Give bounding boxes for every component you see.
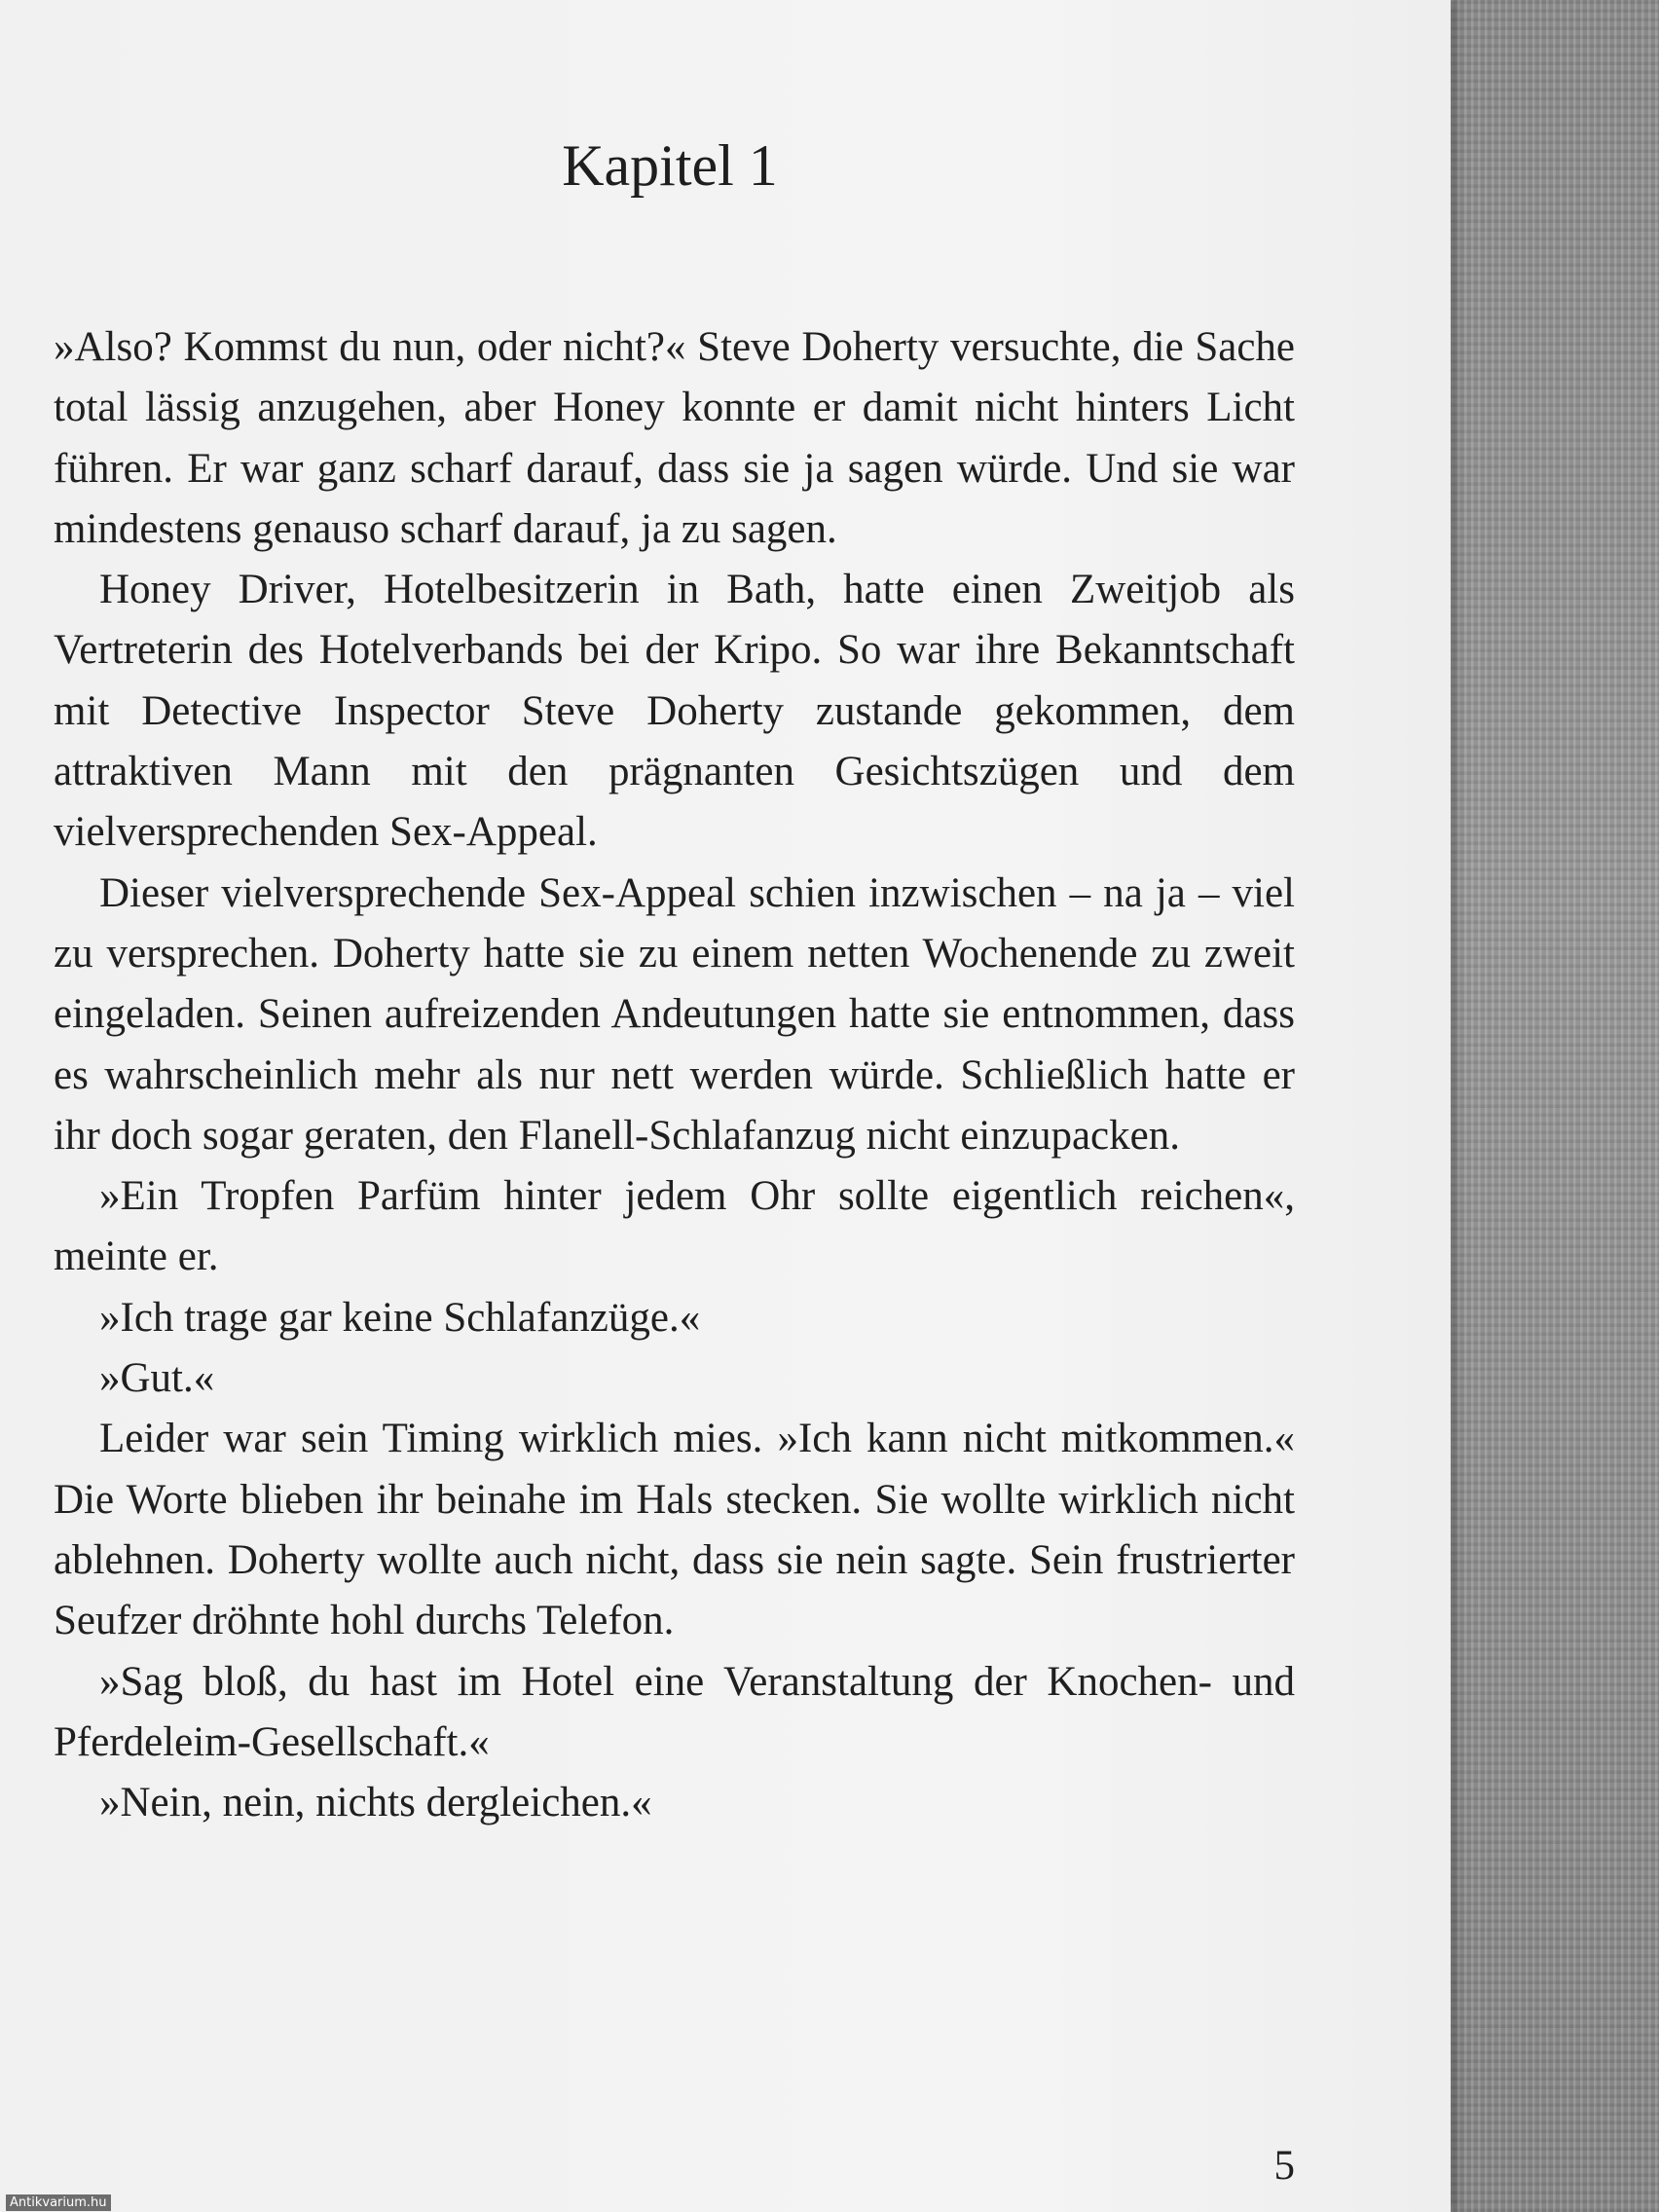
paragraph: »Ein Tropfen Parfüm hinter jedem Ohr sollte eigentlich reichen«, meinte er. (54, 1173, 1295, 1280)
paragraph: »Sag bloß, du hast im Hotel eine Veranstaltung der Knochen- und Pferdeleim-Gesellschaft.« (54, 1658, 1295, 1765)
paragraph: »Nein, nein, nichts dergleichen.« (99, 1780, 652, 1826)
background-surface (1451, 0, 1659, 2212)
chapter-title: Kapitel 1 (562, 133, 778, 198)
paragraph: »Ich trage gar keine Schlafanzüge.« (99, 1294, 701, 1341)
paragraph: Leider war sein Timing wirklich mies. »Ich kann nicht mitkommen.« Die Worte blieben ihr beinahe im Hals stecken. Sie wollte wirklich nicht ablehnen. Doherty wollte auch nicht, dass sie nein sagte. Sein frustrierter Seufzer dröhnte hohl durchs Telefon. (54, 1416, 1295, 1644)
paragraph: Honey Driver, Hotelbesitzerin in Bath, hatte einen Zweitjob als Vertreterin des Hotelverbands bei der Kripo. So war ihre Bekanntschaft mit Detective Inspector Steve Doherty zustande gekommen, dem attraktiven Mann mit den prägnanten Gesichtszügen und dem vielversprechenden Sex-Appeal. (54, 567, 1295, 856)
paragraph: »Also? Kommst du nun, oder nicht?« Steve Doherty versuchte, die Sache total lässig anzugehen, aber Honey konnte er damit nicht hinters Licht führen. Er war ganz scharf darauf, dass sie ja sagen würde. Und sie war mindestens genauso scharf darauf, ja zu sagen. (54, 324, 1295, 552)
body-text (54, 317, 1295, 1833)
paragraph: Dieser vielversprechende Sex-Appeal schien inzwischen – na ja – viel zu versprechen. Doherty hatte sie zu einem netten Wochenende zu zweit eingeladen. Seinen aufreizenden Andeutungen hatte sie entnommen, dass es wahrscheinlich mehr als nur nett werden würde. Schließlich hatte er ihr doch sogar geraten, den Flanell-Schlafanzug nicht einzupacken. (54, 869, 1295, 1159)
page-number: 5 (1273, 2143, 1295, 2189)
watermark: Antikvarium.hu (6, 2194, 111, 2211)
paragraph: »Gut.« (99, 1355, 215, 1402)
